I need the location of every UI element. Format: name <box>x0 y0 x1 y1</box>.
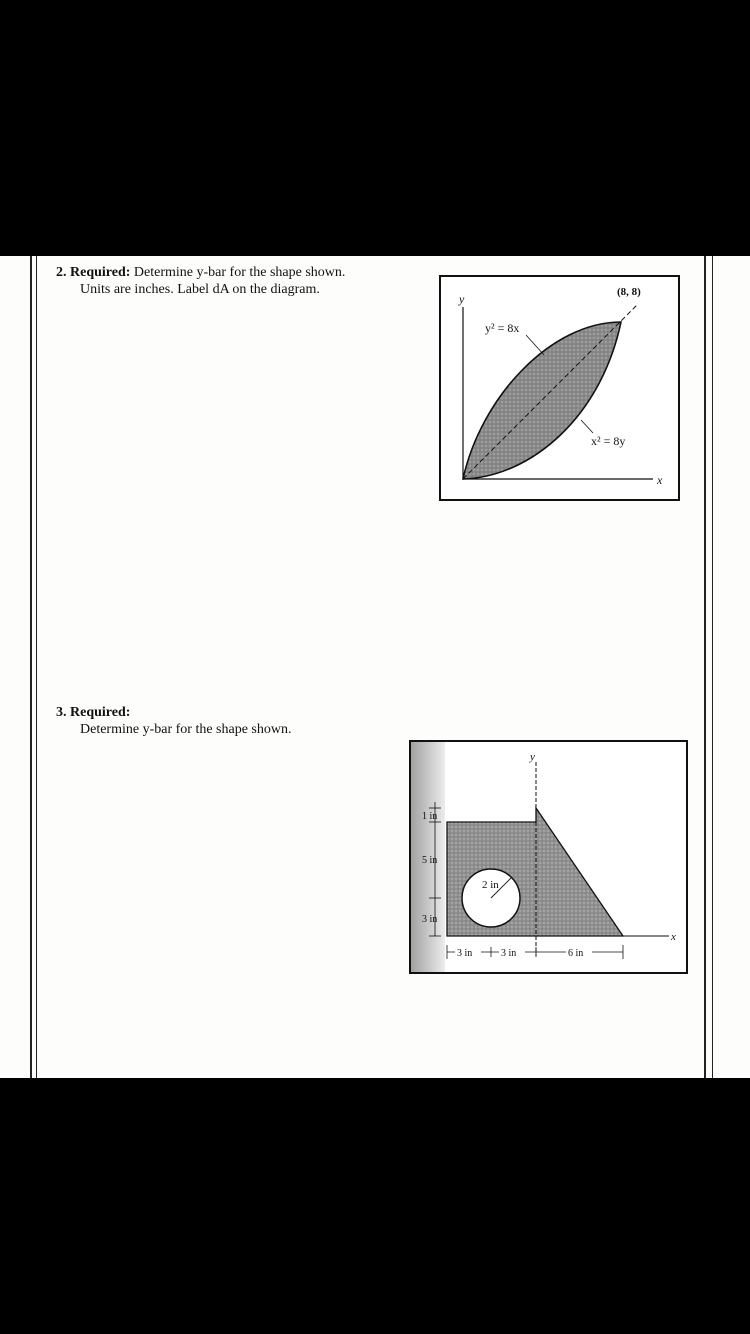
problem-3-diagram <box>411 742 686 972</box>
dim-3in-vertical: 3 in <box>422 914 438 925</box>
curve1-label: y² = 8x <box>485 321 520 335</box>
problem-3-line2: Determine y-bar for the shape shown. <box>80 722 292 737</box>
problem-2-diagram <box>441 277 678 499</box>
problem-3-figure <box>409 740 688 974</box>
dim-5in: 5 in <box>422 855 438 866</box>
problem-2-line1: Determine y-bar for the shape shown. <box>133 265 346 280</box>
left-margin-rule <box>30 256 32 1078</box>
y-axis-label: y <box>459 292 465 306</box>
problem-3-statement <box>56 704 416 738</box>
dim-3in-b: 3 in <box>501 948 517 959</box>
y-axis-label: y <box>530 751 535 763</box>
x-axis-label: x <box>671 931 676 943</box>
curve2-leader <box>581 420 593 433</box>
curve1-leader <box>526 335 544 355</box>
left-margin-rule-inner <box>36 256 37 1078</box>
x-axis-label: x <box>657 473 663 487</box>
worksheet-page <box>0 256 750 1078</box>
circle-radius-label: 2 in <box>482 879 499 891</box>
dim-1in: 1 in <box>422 811 438 822</box>
problem-2-required: Required: <box>70 265 131 280</box>
point-label: (8, 8) <box>617 286 641 298</box>
problem-2-statement <box>56 264 416 298</box>
problem-2-figure <box>439 275 680 501</box>
problem-2-line2: Units are inches. Label dA on the diagram. <box>80 282 320 297</box>
dim-6in: 6 in <box>568 948 584 959</box>
right-margin-rule <box>704 256 706 1078</box>
problem-3-number: 3. <box>56 705 67 720</box>
right-margin-rule-outer <box>712 256 713 1078</box>
problem-2-number: 2. <box>56 265 67 280</box>
curve2-label: x² = 8y <box>591 434 626 448</box>
problem-3-required: Required: <box>70 705 131 720</box>
dim-3in-a: 3 in <box>457 948 473 959</box>
